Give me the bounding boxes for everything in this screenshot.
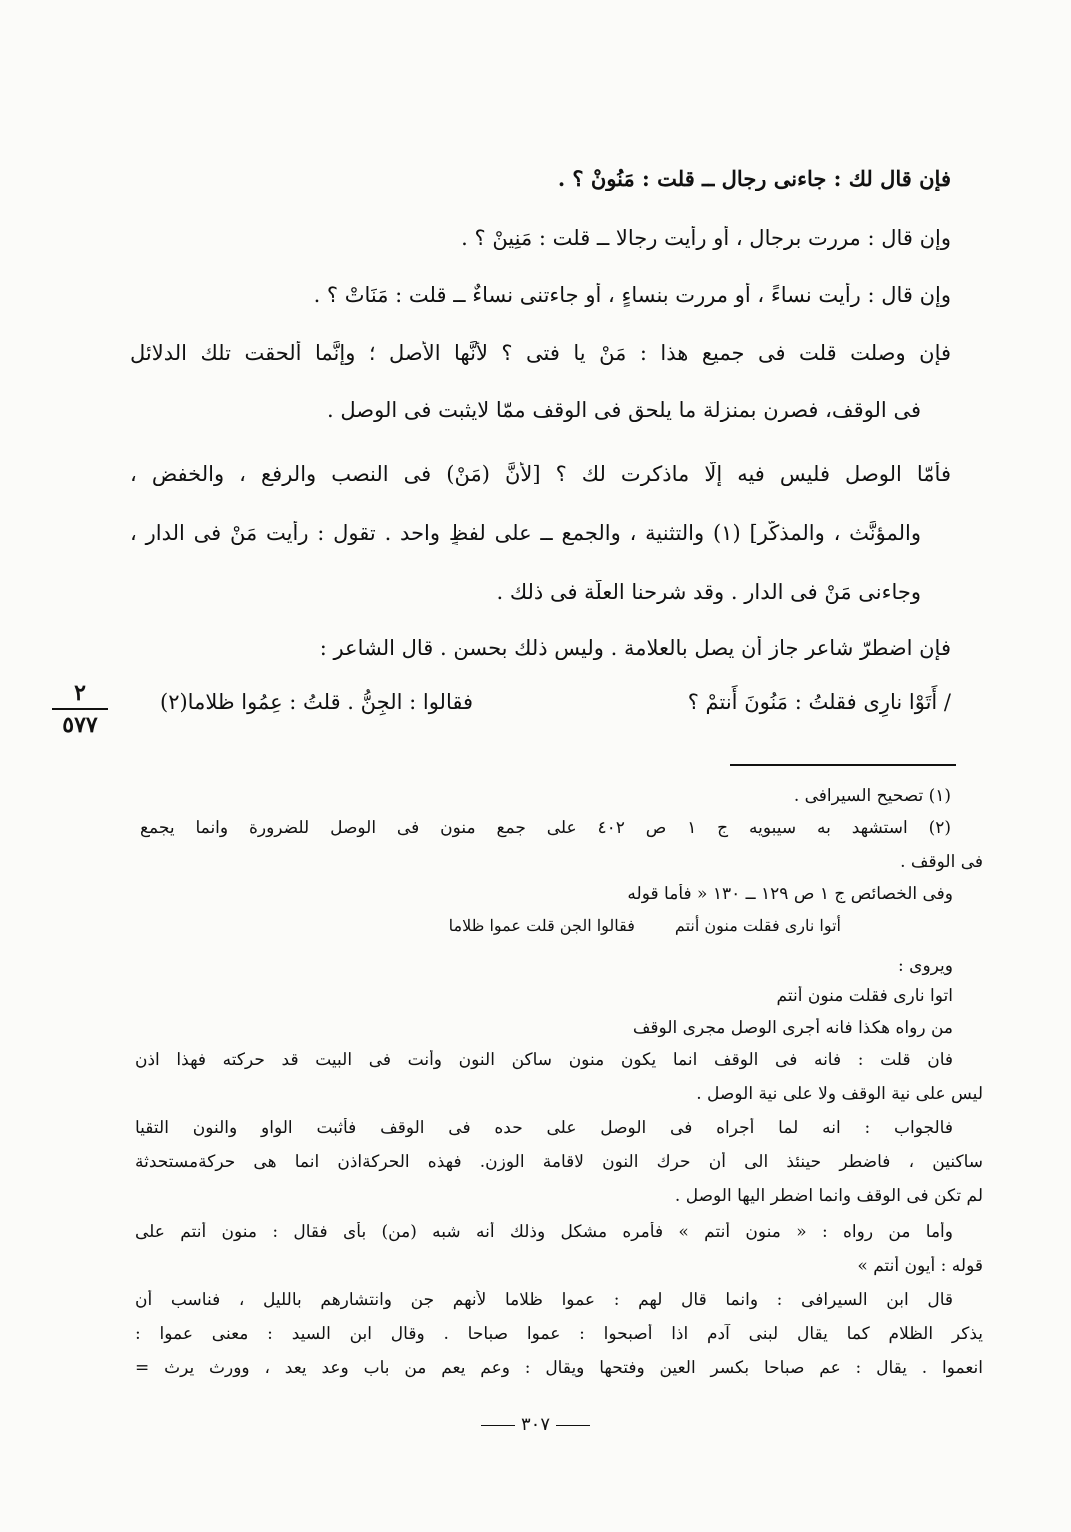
margin-page-reference	[40, 680, 120, 738]
footnote-sirafi-1: قال ابن السيرافى : وانما قال لهم : عموا ظلاما لأنهم جن وانتشارهم بالليل ، فناسب أن	[135, 1290, 953, 1310]
page-number-dash-left	[481, 1425, 515, 1426]
footnote-yurwa: ويروى :	[898, 956, 953, 976]
main-line-2: وإن قال : مررت برجال ، أو رأيت رجالا ــ قلت : مَنِينْ ؟ .	[461, 226, 951, 250]
footnote-qulta-2: ليس على نية الوقف ولا على نية الوصل .	[696, 1084, 983, 1104]
main-line-9: فإن اضطرّ شاعر جاز أن يصل بالعلامة . وليس ذلك بحسن . قال الشاعر :	[319, 636, 951, 660]
footnote-1: (١) تصحيح السيرافى .	[793, 786, 951, 806]
footnote-verse-1-a: أتوا نارى فقلت منون أنتم	[674, 916, 841, 935]
footnote-riwaya-2: وأما من رواه : « منون أنتم » فأمره مشكل وذلك أنه شبه (من) بأى فقال : منون أنتم على	[135, 1222, 953, 1242]
verse-second-hemistich: فقالوا : الجِنُّ . قلتُ : عِمُوا ظلاما(٢)	[160, 690, 474, 714]
verse	[160, 690, 951, 714]
main-line-8: وجاءنى مَنْ فى الدار . وقد شرحنا العلَّة فى ذلك .	[496, 580, 921, 604]
footnote-2: (٢) استشهد به سيبويه ج ١ ص ٤٠٢ على جمع منون فى الوصل للضرورة وانما يجمع	[140, 818, 951, 838]
verse-first-hemistich: / أَتَوْا نارِى فقلتُ : مَنُونَ أَنتمْ ؟	[687, 690, 951, 714]
footnote-jawab-3: لم تكن فى الوقف وانما اضطر اليها الوصل .	[674, 1186, 983, 1206]
footnote-riwaya: من رواه هكذا فانه أجرى الوصل مجرى الوقف	[632, 1018, 953, 1038]
footnote-verse-2: اتوا نارى فقلت منون أنتم	[776, 986, 953, 1006]
margin-volume: ٢	[52, 680, 108, 710]
main-line-7: والمؤنَّث ، والمذكَّر] (١) والتثنية ، والجمع ــ على لفظٍ واحد . تقول : رأيت مَنْ فى الدار ،	[130, 521, 921, 545]
page-number-dash-right	[556, 1425, 590, 1426]
footnote-sirafi-3: انعموا . يقال : عم صباحا بكسر العين وفتحها ويقال : وعم يعم من باب وعد يعد ، وورث يرث =	[135, 1358, 983, 1378]
main-line-1: فإن قال لك : جاءنى رجال ــ قلت : مَنُونْ ؟ .	[557, 166, 951, 191]
footnote-verse-1-b: فقالوا الجن قلت عموا ظلاما	[448, 916, 635, 935]
footnote-jawab-1: فالجواب : انه لما أجراه فى الوصل على حده فى الوقف فأثبت الواو والنون التقيا	[135, 1118, 953, 1138]
footnote-khasais: وفى الخصائص ج ١ ص ١٢٩ ــ ١٣٠ « فأما قوله	[627, 884, 953, 904]
footnote-riwaya-2-cont: قوله : أيون أنتم »	[857, 1256, 983, 1276]
main-line-6: فأمّا الوصل فليس فيه إلّا ماذكرت لك ؟ [لأَنَّ (مَنْ) فى النصب والرفع ، والخفض ،	[130, 462, 951, 486]
margin-page: ٥٧٧	[62, 712, 98, 738]
main-line-5: فى الوقف، فصرن بمنزلة ما يلحق فى الوقف ممّا لايثبت فى الوصل .	[327, 398, 921, 422]
footnote-2-cont: فى الوقف .	[900, 852, 983, 872]
page-number-value: ٣٠٧	[520, 1414, 550, 1435]
footnote-separator	[730, 764, 956, 766]
footnote-sirafi-2: يذكر الظلام كما يقال لبنى آدم اذا أصبحوا : عموا صباحا . وقال ابن السيد : معنى عموا :	[135, 1324, 983, 1344]
footnote-verse-1	[449, 916, 841, 935]
footnote-qulta-1: فان قلت : فانه فى الوقف انما يكون منون ساكن النون وأنت فى البيت قد حركته فهذا اذن	[135, 1050, 953, 1070]
footnote-jawab-2: ساكنين ، فاضطر حينئذ الى أن حرك النون لاقامة الوزن. فهذه الحركةاذن انما هى حركةمستحدثة	[135, 1152, 983, 1172]
main-line-4: فإن وصلت قلت فى جميع هذا : مَنْ يا فتى ؟ لأَنَّها الأَصل ؛ وإنَّما أَلحقت تلك الدلائل	[130, 341, 951, 365]
main-line-3: وإن قال : رأيت نساءً ، أو مررت بنساءٍ ، أو جاءتنى نساءٌ ــ قلت : مَنَاتْ ؟ .	[313, 283, 951, 307]
page-number	[0, 1414, 1071, 1435]
